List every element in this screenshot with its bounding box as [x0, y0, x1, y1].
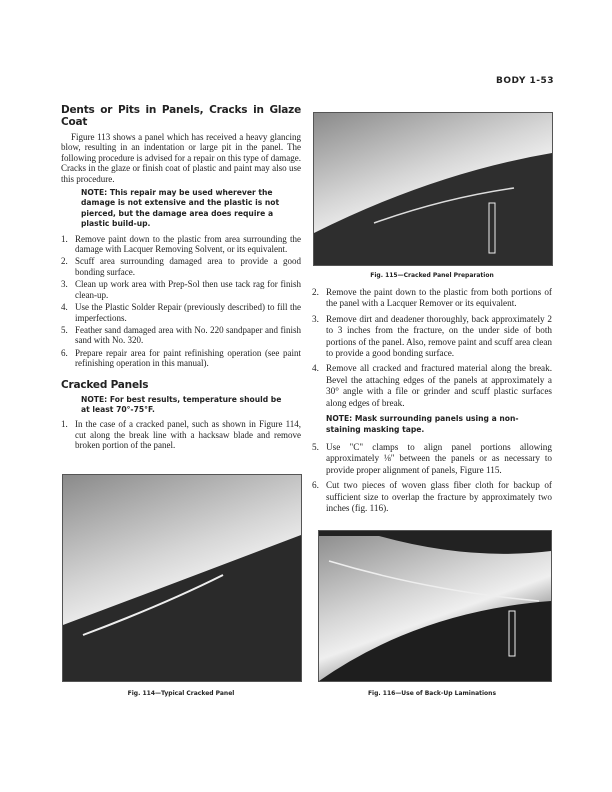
section-title: Dents or Pits in Panels, Cracks in Glaze Coat — [61, 104, 301, 128]
figure-115-photo — [313, 112, 553, 266]
step-text: Remove dirt and deadener thoroughly, back approximately 2 to 3 inches from the fracture, on the under side of both portions of the panel. Also, remove paint and scuff area clean to provide a good bonding surface. — [326, 313, 552, 359]
figure-caption: Fig. 116—Use of Back-Up Laminations — [367, 690, 497, 697]
note: NOTE: This repair may be used wherever the damage is not extensive and the plastic is not pierced, but the damage area does require a plastic build-up. — [81, 188, 280, 229]
step-text: Feather sand damaged area with No. 220 sandpaper and finish sand with No. 320. — [75, 324, 301, 346]
intro-paragraph: Figure 113 shows a panel which has received a heavy glancing blow, resulting in an indentation or large pit in the panel. The following procedure is advised for a repair on this type of damage. Cracks in the glaze or finish coat of plastic and paint may also use this procedure. — [61, 132, 301, 184]
list-item — [312, 363, 552, 409]
list-item — [61, 325, 301, 346]
steps-list — [312, 442, 552, 514]
step-number: 2. — [312, 287, 319, 297]
list-item — [312, 314, 552, 360]
steps-list — [61, 419, 301, 450]
step-text: In the case of a cracked panel, such as shown in Figure 114, cut along the break line with a hacksaw blade and remove broken portion of the panel. — [75, 419, 301, 451]
note: NOTE: For best results, temperature should be at least 70°-75°F. — [81, 394, 282, 414]
left-column — [61, 104, 301, 453]
right-column — [312, 287, 552, 519]
steps-list — [61, 234, 301, 369]
list-item — [61, 348, 301, 369]
step-number: 3. — [312, 313, 319, 324]
step-text: Use "C" clamps to align panel portions allowing approximately ⅛" between the panels or as necessary to provide proper alignment of panels, Figure 115. — [326, 442, 552, 475]
step-number: 6. — [312, 480, 319, 491]
list-item — [61, 256, 301, 277]
list-item — [61, 419, 301, 450]
step-text: Use the Plastic Solder Repair (previously described) to fill the imperfections. — [75, 302, 301, 323]
figure-116-photo — [318, 530, 552, 682]
step-number: 1. — [61, 233, 68, 244]
step-number: 3. — [61, 279, 68, 290]
step-number: 4. — [61, 302, 68, 313]
figure-114-photo — [62, 474, 302, 682]
list-item — [312, 480, 552, 514]
panel-preparation-illustration — [314, 113, 552, 265]
figure-caption: Fig. 115—Cracked Panel Preparation — [370, 272, 494, 279]
step-number: 5. — [61, 324, 68, 335]
steps-list — [312, 287, 552, 409]
section-title: Cracked Panels — [61, 378, 149, 391]
back-up-laminations-illustration — [319, 531, 551, 681]
cracked-panel-illustration — [63, 475, 301, 681]
step-number: 1. — [61, 419, 68, 430]
step-text: Cut two pieces of woven glass fiber cloth for backup of sufficient size to overlap the fracture by approximately two inches (fig. 116). — [326, 480, 552, 514]
step-number: 5. — [312, 442, 319, 453]
step-text: Remove paint down to the plastic from area surrounding the damage with Lacquer Removing Solvent, or its equivalent. — [75, 233, 301, 255]
step-text: Remove the paint down to the plastic from both portions of the panel with a Lacquer Remover or its equivalent. — [326, 287, 552, 309]
step-number: 2. — [61, 256, 68, 267]
list-item — [61, 234, 301, 255]
step-text: Remove all cracked and fractured material along the break. Bevel the attaching edges of the panels at approximately a 30° angle with a file or grinder and scuff plastic surfaces along edges of break. — [326, 363, 552, 408]
step-text: Prepare repair area for paint refinishing operation (see paint refinishing operation in this manual). — [75, 347, 301, 369]
list-item — [61, 279, 301, 300]
figure-caption: Fig. 114—Typical Cracked Panel — [127, 690, 235, 697]
step-text: Scuff area surrounding damaged area to provide a good bonding surface. — [75, 256, 301, 277]
list-item — [61, 302, 301, 323]
step-text: Clean up work area with Prep-Sol then use tack rag for finish clean-up. — [75, 279, 301, 300]
step-number: 6. — [61, 347, 68, 358]
step-number: 4. — [312, 363, 319, 374]
page-header: BODY 1-53 — [496, 76, 554, 86]
list-item — [312, 442, 552, 476]
list-item — [312, 287, 552, 310]
note: NOTE: Mask surrounding panels using a non-staining masking tape. — [326, 414, 519, 435]
